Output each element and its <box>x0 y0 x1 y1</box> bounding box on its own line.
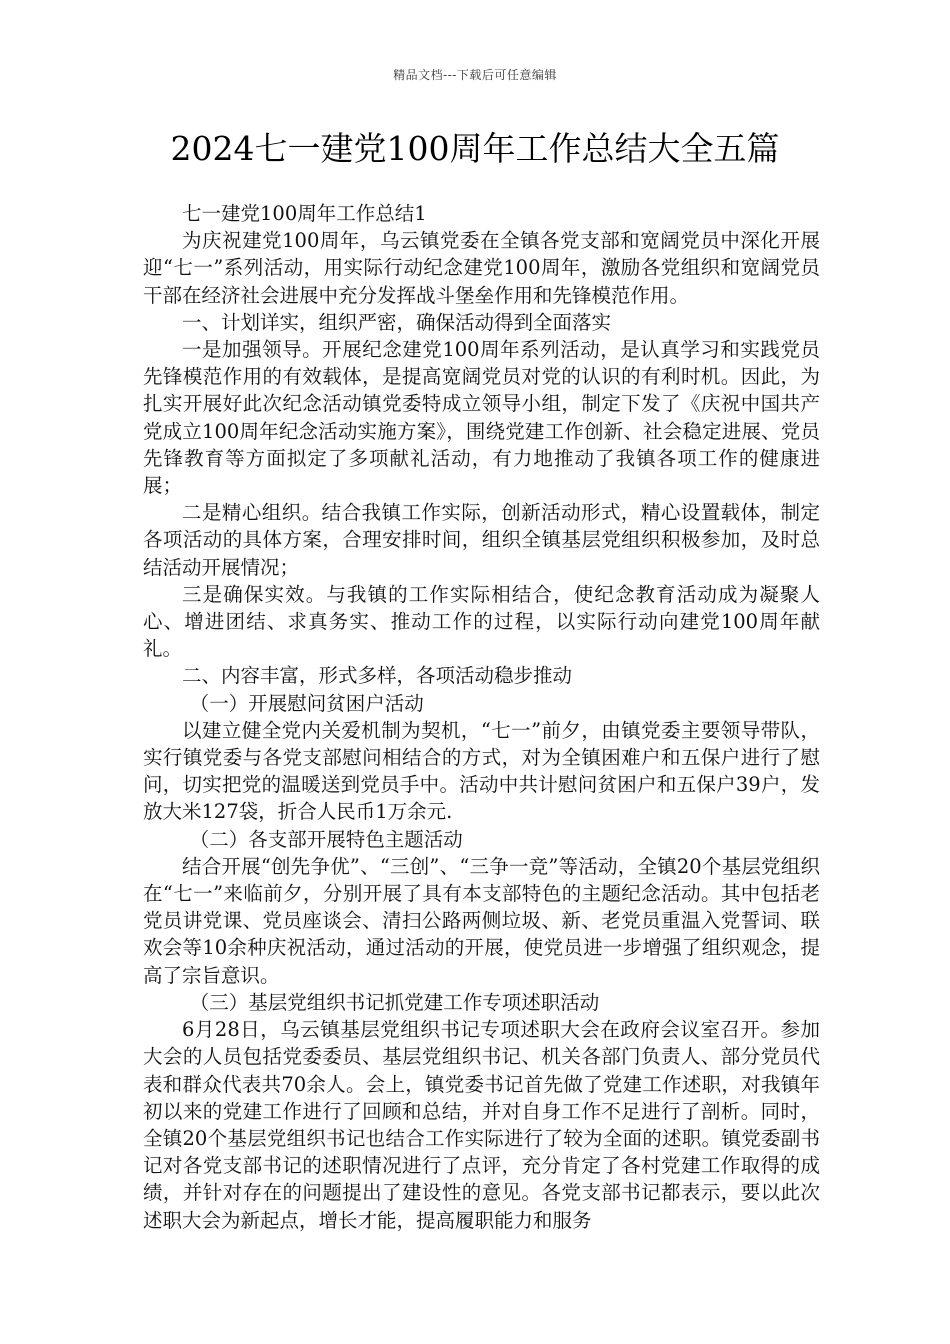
section-title: 七一建党100周年工作总结1 <box>182 202 427 225</box>
paragraph: 结合开展“创先争优”、“三创”、“三争一竞”等活动，全镇20个基层党组织在“七一”来临前夕，分别开展了具有本支部特色的主题纪念活动。其中包括老党员讲党课、党员座谈会、清扫公路两侧垃圾、新、老党员重温入党誓词、联欢会等10余种庆祝活动，通过活动的开展，使党员进一步增强了组织观念，提高了宗旨意识。 <box>143 854 820 987</box>
document-body <box>143 200 820 1234</box>
paragraph: 一、计划详实，组织严密，确保活动得到全面落实 <box>182 310 612 334</box>
paragraph: 一是加强领导。开展纪念建党100周年系列活动，是认真学习和实践党员先锋模范作用的有效载体，是提高宽阔党员对党的认识的有利时机。因此，为扎实开展好此次纪念活动镇党委特成立领导小组，制定下发了《庆祝中国共产党成立100周年纪念活动实施方案》，围绕党建工作创新、社会稳定进展、党员先锋教育等方面拟定了多项献礼活动，有力地推动了我镇各项工作的健康进展； <box>143 338 820 498</box>
paragraph: 6月28日，乌云镇基层党组织书记专项述职大会在政府会议室召开。参加大会的人员包括党委委员、基层党组织书记、机关各部门负责人、部分党员代表和群众代表共70余人。会上，镇党委书记首先做了党建工作述职，对我镇年初以来的党建工作进行了回顾和总结，并对自身工作不足进行了剖析。同时，全镇20个基层党组织书记也结合工作实际进行了较为全面的述职。镇党委副书记对各党支部书记的述职情况进行了点评，充分肯定了各村党建工作取得的成绩，并针对存在的问题提出了建设性的意见。各党支部书记都表示，要以此次述职大会为新起点，增长才能，提高履职能力和服务 <box>143 1018 820 1232</box>
paragraph: 以建立健全党内关爱机制为契机，“七一”前夕，由镇党委主要领导带队，实行镇党委与各党支部慰问相结合的方式，对为全镇困难户和五保户进行了慰问，切实把党的温暖送到党员手中。活动中共计慰问贫困户和五保户39户，发放大米127袋，折合人民币1万余元. <box>143 718 820 824</box>
document-title: 2024七一建党100周年工作总结大全五篇 <box>170 129 780 168</box>
subheading: （一）开展慰问贫困户活动 <box>189 691 424 715</box>
subheading: （二）各支部开展特色主题活动 <box>189 827 463 851</box>
paragraph: 二是精心组织。结合我镇工作实际，创新活动形式，精心设置载体，制定各项活动的具体方案，合理安排时间，组织全镇基层党组织积极参加，及时总结活动开展情况； <box>143 501 820 579</box>
paragraph: 二、内容丰富，形式多样，各项活动稳步推动 <box>182 664 573 688</box>
header-note: 精品文档---下载后可任意编辑 <box>393 68 557 82</box>
paragraph: 三是确保实效。与我镇的工作实际相结合，使纪念教育活动成为凝聚人心、增进团结、求真务实、推动工作的过程，以实际行动向建党100周年献礼。 <box>143 582 820 661</box>
paragraph: 为庆祝建党100周年，乌云镇党委在全镇各党支部和宽阔党员中深化开展迎“七一”系列活动，用实际行动纪念建党100周年，激励各党组织和宽阔党员干部在经济社会进展中充分发挥战斗堡垒作用和先锋模范作用。 <box>143 229 820 307</box>
subheading: （三）基层党组织书记抓党建工作专项述职活动 <box>189 990 600 1014</box>
